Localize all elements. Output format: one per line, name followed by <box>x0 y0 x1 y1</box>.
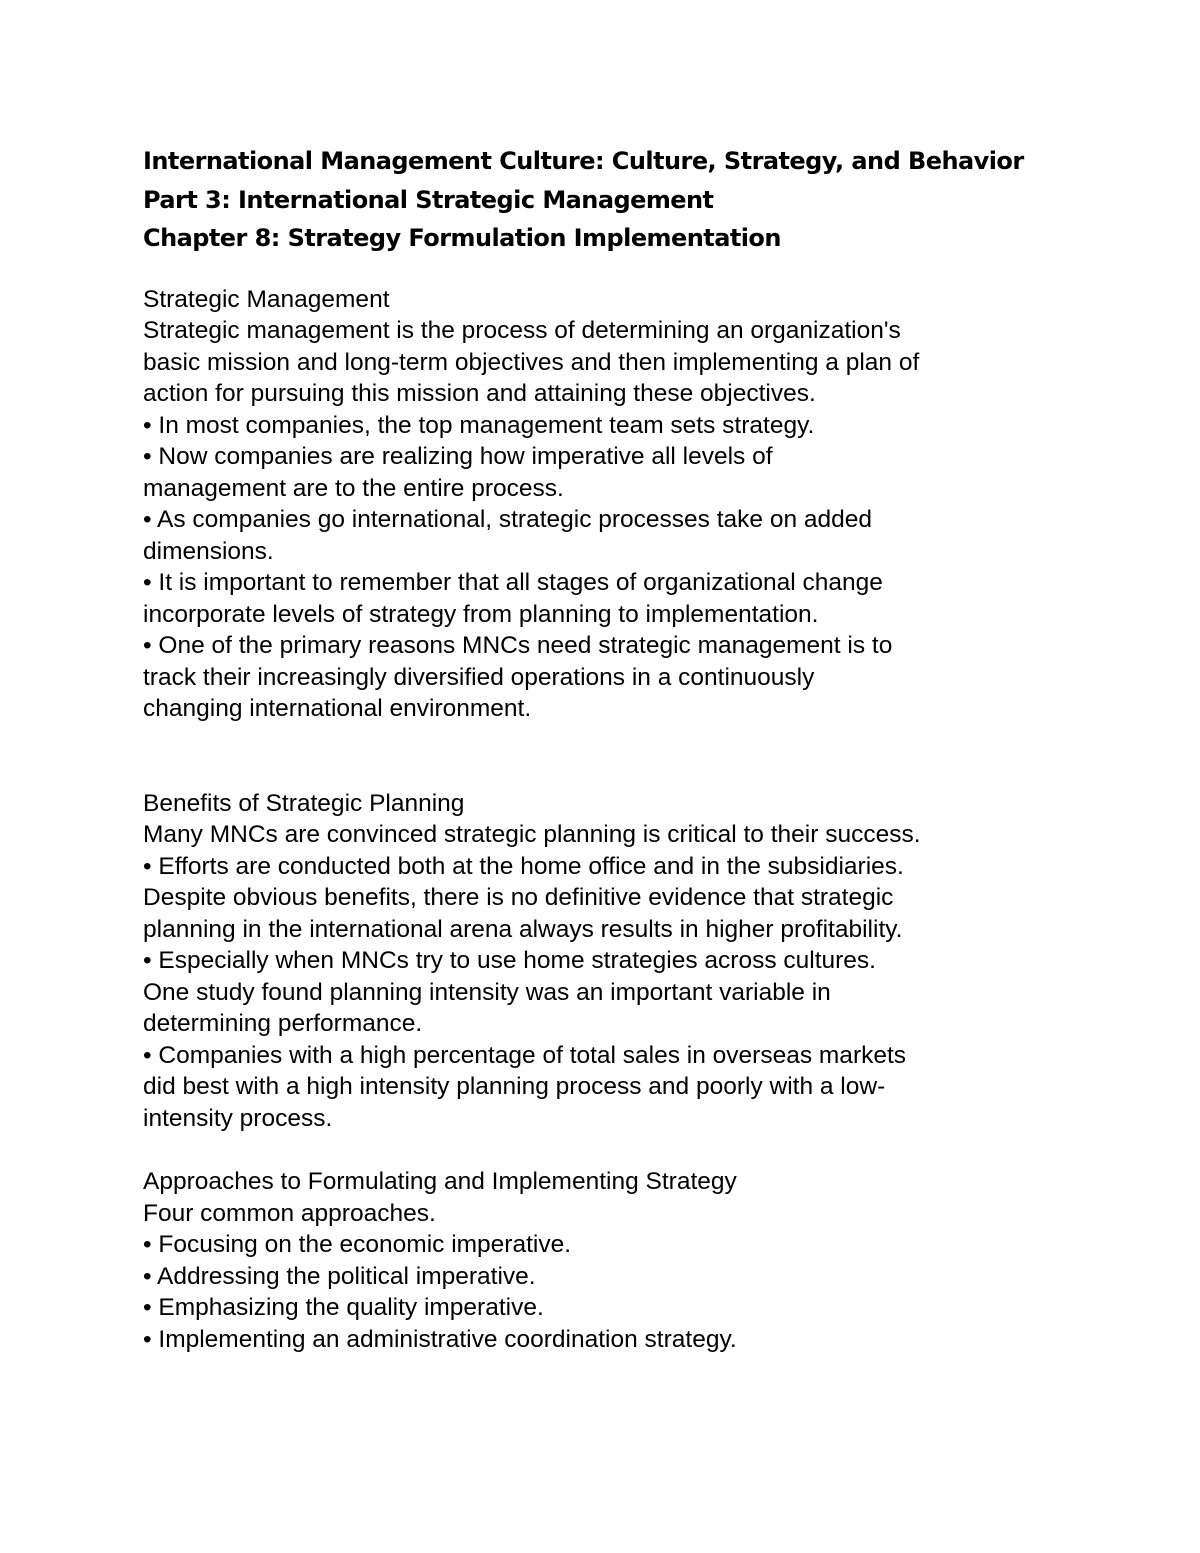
chapter-heading: Chapter 8: Strategy Formulation Implementation <box>143 224 781 252</box>
part-heading: Part 3: International Strategic Management <box>143 185 714 214</box>
spacer <box>143 725 1043 788</box>
section-title: Approaches to Formulating and Implementing Strategy <box>143 1168 737 1195</box>
paragraph-line: Despite obvious benefits, there is no definitive evidence that strategic <box>143 884 894 911</box>
paragraph-line: management are to the entire process. <box>143 474 564 502</box>
paragraph-line: basic mission and long-term objectives and then implementing a plan of <box>143 348 920 376</box>
paragraph-line: did best with a high intensity planning process and poorly with a low- <box>143 1073 886 1100</box>
paragraph-line: incorporate levels of strategy from planning to implementation. <box>143 600 819 628</box>
bullet-line: • Focusing on the economic imperative. <box>143 1231 572 1258</box>
document-title: International Management Culture: Culture, Strategy, and Behavior <box>143 147 1024 175</box>
bullet-line: • Especially when MNCs try to use home strategies across cultures. <box>143 947 876 974</box>
paragraph-line: action for pursuing this mission and attaining these objectives. <box>143 380 816 407</box>
bullet-line: • In most companies, the top management team sets strategy. <box>143 411 815 439</box>
spacer <box>143 258 1043 284</box>
bullet-line: • Efforts are conducted both at the home office and in the subsidiaries. <box>143 852 904 880</box>
paragraph-line: intensity process. <box>143 1104 333 1132</box>
section-title: Benefits of Strategic Planning <box>143 789 465 817</box>
paragraph-line: changing international environment. <box>143 695 532 722</box>
section-benefits-of-strategic-planning <box>143 788 1043 1135</box>
paragraph-line: Many MNCs are convinced strategic planning is critical to their success. <box>143 821 921 848</box>
document-title-block <box>143 142 1043 258</box>
section-approaches <box>143 1166 1043 1355</box>
bullet-line: • It is important to remember that all stages of organizational change <box>143 569 883 596</box>
paragraph-line: planning in the international arena always results in higher profitability. <box>143 915 903 943</box>
bullet-line: • Emphasizing the quality imperative. <box>143 1294 544 1321</box>
section-strategic-management <box>143 284 1043 725</box>
bullet-line: • One of the primary reasons MNCs need strategic management is to <box>143 632 893 659</box>
bullet-line: • Now companies are realizing how imperative all levels of <box>143 443 773 470</box>
bullet-line: • Companies with a high percentage of total sales in overseas markets <box>143 1041 907 1069</box>
bullet-line: • Implementing an administrative coordination strategy. <box>143 1325 737 1353</box>
paragraph-line: track their increasingly diversified operations in a continuously <box>143 663 815 691</box>
bullet-line: • As companies go international, strategic processes take on added <box>143 506 873 533</box>
paragraph-line: Four common approaches. <box>143 1199 436 1227</box>
section-title: Strategic Management <box>143 285 390 313</box>
paragraph-line: determining performance. <box>143 1010 423 1037</box>
spacer <box>143 1134 1043 1166</box>
paragraph-line: One study found planning intensity was an important variable in <box>143 978 831 1006</box>
paragraph-line: Strategic management is the process of determining an organization's <box>143 317 901 344</box>
document-content <box>143 142 1043 1355</box>
bullet-line: • Addressing the political imperative. <box>143 1262 536 1290</box>
paragraph-line: dimensions. <box>143 537 274 565</box>
